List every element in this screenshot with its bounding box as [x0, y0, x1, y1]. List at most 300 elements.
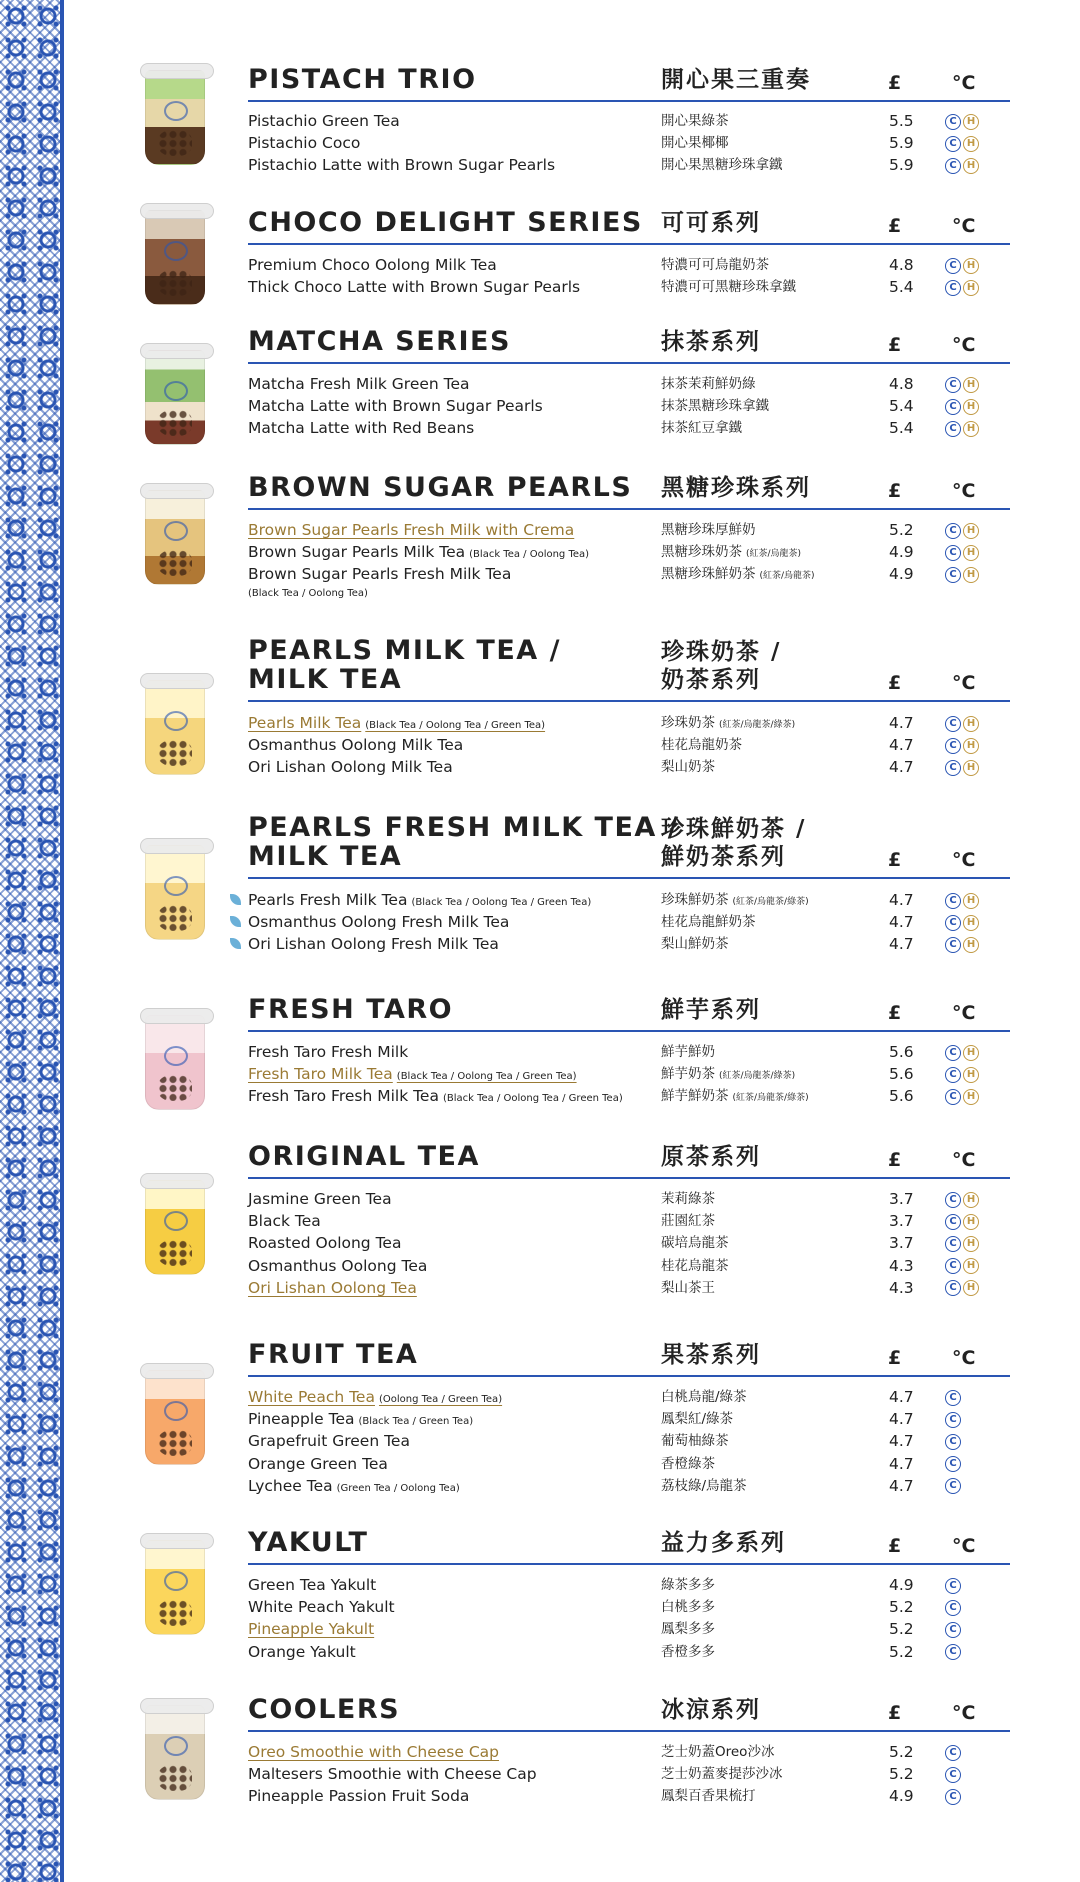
item-name-zh: [661, 541, 801, 565]
item-tea-options: (Black Tea / Oolong Tea / Green Tea): [411, 897, 592, 908]
item-name-zh: [661, 254, 769, 276]
hot-icon: H: [963, 738, 979, 754]
item-name-en: [248, 254, 497, 276]
cold-icon: C: [945, 716, 961, 732]
item-name-zh: [661, 1085, 809, 1109]
item-name-text: Pistachio Coco: [248, 134, 361, 153]
cold-icon: C: [945, 738, 961, 754]
menu-item[interactable]: [248, 911, 1010, 933]
item-name-text: Pearls Milk Tea: [248, 714, 362, 732]
item-name-en: [248, 1741, 499, 1763]
price-column-header: £: [888, 215, 902, 237]
menu-item[interactable]: [248, 1232, 1010, 1254]
item-tea-options: (Oolong Tea / Green Tea): [378, 1394, 503, 1405]
item-name-text: Matcha Latte with Brown Sugar Pearls: [248, 397, 543, 416]
item-name-text: Brown Sugar Pearls Fresh Milk with Crema: [248, 521, 575, 539]
menu-item[interactable]: [248, 1085, 1010, 1107]
item-name-zh: [661, 1255, 729, 1277]
item-name-zh-text: 珍珠鮮奶茶: [661, 892, 729, 908]
hot-icon: H: [963, 1258, 979, 1274]
section-title-en: FRESH TARO: [248, 994, 454, 1025]
menu-item[interactable]: [248, 417, 1010, 439]
cold-icon: C: [945, 760, 961, 776]
cold-icon: C: [945, 1456, 961, 1472]
section-title-en: MATCHA SERIES: [248, 326, 511, 357]
item-price: 3.7: [889, 1234, 914, 1253]
temperature-column-header: °C: [952, 1149, 976, 1171]
price-column-header: £: [888, 1535, 902, 1557]
item-name-zh-text: 珍珠奶茶: [661, 715, 715, 731]
item-name-text: Ori Lishan Oolong Tea: [248, 1278, 417, 1297]
item-name-en: [248, 373, 470, 395]
section-title-en: CHOCO DELIGHT SERIES: [248, 207, 643, 238]
item-name-text: Premium Choco Oolong Milk Tea: [248, 256, 497, 274]
item-name-zh-text: 莊園紅茶: [661, 1213, 715, 1230]
item-name-zh: [661, 1618, 715, 1640]
item-name-text: Osmanthus Oolong Milk Tea: [248, 736, 464, 755]
item-temperature-options: [945, 276, 981, 298]
item-temperature-options: [945, 1618, 963, 1640]
decorative-border: [0, 0, 64, 1882]
temperature-column-header: °C: [952, 1347, 976, 1369]
brand-logo-icon: [164, 1211, 188, 1231]
menu-item[interactable]: [248, 1277, 1010, 1299]
section-title-zh: 抹茶系列: [661, 329, 761, 355]
item-name-zh: [661, 1188, 715, 1210]
item-name-zh: [661, 1763, 783, 1785]
cold-icon: C: [945, 1767, 961, 1783]
hot-icon: H: [963, 1045, 979, 1061]
item-name-zh: [661, 110, 729, 132]
item-name-text: Orange Green Tea: [248, 1454, 388, 1473]
item-temperature-options: [945, 889, 981, 911]
item-name-en: [248, 1232, 401, 1254]
item-name-text: Green Tea Yakult: [248, 1576, 377, 1594]
brand-logo-icon: [164, 1736, 188, 1756]
cold-icon: C: [945, 1089, 961, 1105]
cold-icon: C: [945, 915, 961, 931]
item-name-zh: [661, 1574, 715, 1596]
menu-item[interactable]: [248, 1641, 1010, 1663]
item-tea-options-zh: (紅茶/烏龍茶): [746, 549, 802, 560]
price-column-header: £: [888, 1149, 902, 1171]
cold-icon: C: [945, 1214, 961, 1230]
cold-icon: C: [945, 1789, 961, 1805]
item-temperature-options: [945, 563, 981, 585]
cold-icon: C: [945, 1644, 961, 1660]
item-price: 4.9: [889, 1576, 914, 1594]
menu-item[interactable]: [248, 1475, 1010, 1497]
item-temperature-options: [945, 911, 981, 933]
menu-item-list: [248, 519, 1010, 603]
item-temperature-options: [945, 1574, 963, 1596]
brand-logo-icon: [164, 521, 188, 541]
section-header: [248, 40, 1010, 102]
item-name-en: [248, 1085, 623, 1110]
brand-logo-icon: [164, 241, 188, 261]
section-header: [248, 1670, 1010, 1732]
cold-icon: C: [945, 1045, 961, 1061]
cold-icon: C: [945, 421, 961, 437]
menu-item[interactable]: [248, 1785, 1010, 1807]
item-temperature-options: [945, 1641, 963, 1663]
hot-icon: H: [963, 136, 979, 152]
item-name-zh-text: 抹茶茉莉鮮奶綠: [661, 376, 756, 392]
item-name-zh-text: 特濃可可烏龍奶茶: [661, 257, 769, 273]
menu-item-list: [248, 1041, 1010, 1108]
item-temperature-options: [945, 519, 981, 541]
menu-item-list: [248, 712, 1010, 779]
hot-icon: H: [963, 1236, 979, 1252]
item-name-zh: [661, 734, 742, 756]
menu-item[interactable]: [248, 154, 1010, 176]
item-temperature-options: [945, 1430, 963, 1452]
item-temperature-options: [945, 1386, 963, 1408]
hot-icon: H: [963, 760, 979, 776]
item-price: 4.7: [889, 1454, 914, 1473]
leaf-icon: [230, 894, 241, 905]
item-name-text: Brown Sugar Pearls Milk Tea: [248, 543, 466, 562]
hot-icon: H: [963, 399, 979, 415]
section-header: [248, 1315, 1010, 1377]
menu-item[interactable]: [248, 734, 1010, 756]
drink-cup-image: [145, 210, 205, 305]
item-name-zh: [661, 1596, 715, 1618]
item-price: 3.7: [889, 1190, 914, 1208]
hot-icon: H: [963, 158, 979, 174]
item-price: 4.3: [889, 1278, 914, 1297]
item-name-text: Fresh Taro Fresh Milk Tea: [248, 1087, 439, 1106]
item-name-text: Thick Choco Latte with Brown Sugar Pearls: [248, 278, 581, 297]
cold-icon: C: [945, 1390, 961, 1406]
item-name-text: Black Tea: [248, 1212, 321, 1231]
item-name-en: [248, 933, 499, 955]
item-name-en: [248, 734, 463, 756]
item-name-en: [248, 911, 509, 933]
section-header: [248, 450, 1010, 510]
item-name-zh: [661, 1475, 747, 1497]
item-name-text: Fresh Taro Fresh Milk: [248, 1043, 409, 1061]
section-title-en: COOLERS: [248, 1694, 401, 1725]
menu-item[interactable]: [248, 712, 1010, 734]
item-name-en: [248, 1453, 388, 1475]
leaf-icon: [230, 938, 241, 949]
item-name-zh-text: 梨山茶王: [661, 1279, 715, 1296]
item-name-text: Lychee Tea: [248, 1476, 333, 1495]
item-temperature-options: [945, 1255, 981, 1277]
section-title-en: YAKULT: [248, 1527, 369, 1558]
price-column-header: £: [888, 334, 902, 356]
cold-icon: C: [945, 1478, 961, 1494]
cold-icon: C: [945, 1434, 961, 1450]
item-name-en: [248, 1210, 321, 1232]
item-price: 5.2: [889, 1620, 914, 1639]
cold-icon: C: [945, 136, 961, 152]
menu-item[interactable]: [248, 1453, 1010, 1475]
item-temperature-options: [945, 1453, 963, 1475]
item-tea-options-zh: (紅茶/烏龍茶): [759, 571, 815, 582]
menu-item-list: [248, 1386, 1010, 1497]
brand-logo-icon: [164, 1571, 188, 1591]
menu-item[interactable]: [248, 254, 1010, 276]
drink-cup-image: [145, 1705, 205, 1800]
item-price: 5.2: [889, 1598, 914, 1617]
cold-icon: C: [945, 1412, 961, 1428]
cold-icon: C: [945, 567, 961, 583]
item-name-zh-text: 鳳梨紅/綠茶: [661, 1411, 734, 1428]
item-name-zh: [661, 373, 756, 395]
menu-item[interactable]: [248, 373, 1010, 395]
item-name-text: White Peach Tea: [248, 1388, 375, 1406]
menu-item-list: [248, 1188, 1010, 1299]
item-name-zh: [661, 1741, 774, 1763]
menu-item[interactable]: [248, 110, 1010, 132]
hot-icon: H: [963, 716, 979, 732]
menu-item[interactable]: [248, 132, 1010, 154]
item-name-zh-text: 芝士奶蓋麥提莎沙冰: [661, 1766, 783, 1783]
item-tea-options: (Black Tea / Oolong Tea / Green Tea): [396, 1071, 577, 1083]
item-name-zh-text: 梨山鮮奶茶: [661, 936, 729, 953]
item-tea-options-zh: (紅茶/烏龍茶/綠茶): [719, 1071, 796, 1082]
menu-item[interactable]: [248, 1618, 1010, 1640]
item-price: 4.7: [889, 913, 914, 932]
item-name-zh-text: 白桃多多: [661, 1599, 715, 1616]
item-name-zh-text: 綠茶多多: [661, 1577, 715, 1593]
hot-icon: H: [963, 280, 979, 296]
item-name-text: Matcha Fresh Milk Green Tea: [248, 375, 470, 393]
item-name-zh: [661, 1386, 747, 1408]
item-name-zh-text: 特濃可可黑糖珍珠拿鐵: [661, 279, 796, 296]
cold-icon: C: [945, 258, 961, 274]
item-tea-options: (Black Tea / Oolong Tea / Green Tea): [365, 720, 546, 731]
item-name-zh-text: 白桃烏龍/綠茶: [661, 1389, 747, 1405]
item-name-zh: [661, 395, 769, 417]
item-name-en: [248, 1188, 392, 1210]
item-tea-options: (Black Tea / Green Tea): [358, 1416, 474, 1428]
item-name-en: [248, 519, 574, 541]
item-name-en: [248, 1277, 417, 1299]
hot-icon: H: [963, 915, 979, 931]
item-name-text: Pineapple Yakult: [248, 1620, 375, 1639]
item-tea-options: (Black Tea / Oolong Tea): [248, 588, 368, 600]
menu-item[interactable]: [248, 1255, 1010, 1277]
item-name-zh-text: 鮮芋鮮奶茶: [661, 1088, 729, 1105]
menu-item[interactable]: [248, 889, 1010, 911]
menu-item[interactable]: [248, 1430, 1010, 1452]
temperature-column-header: °C: [952, 72, 976, 94]
item-temperature-options: [945, 395, 981, 417]
cold-icon: C: [945, 893, 961, 909]
item-price: 4.7: [889, 714, 914, 732]
temperature-column-header: °C: [952, 334, 976, 356]
item-price: 4.7: [889, 736, 914, 755]
menu-item[interactable]: [248, 1408, 1010, 1430]
item-name-zh-text: 鮮芋奶茶: [661, 1066, 715, 1083]
section-title-zh: 可可系列: [661, 210, 761, 236]
item-name-zh-text: 黑糖珍珠鮮奶茶: [661, 566, 756, 583]
price-column-header: £: [888, 480, 902, 502]
item-temperature-options: [945, 1741, 963, 1763]
drink-cup-image: [145, 1180, 205, 1275]
item-name-zh: [661, 1232, 729, 1254]
item-price: 5.9: [889, 156, 914, 175]
section-header: [248, 1117, 1010, 1179]
menu-item[interactable]: [248, 276, 1010, 298]
menu-item[interactable]: [248, 1063, 1010, 1085]
section-title-zh: 開心果三重奏: [661, 67, 811, 93]
menu-item[interactable]: [248, 1210, 1010, 1232]
section-title-en: PEARLS FRESH MILK TEA / MILK TEA: [248, 812, 680, 872]
item-name-text: Grapefruit Green Tea: [248, 1432, 410, 1451]
section-header: [248, 610, 1010, 702]
item-price: 4.7: [889, 1432, 914, 1451]
item-temperature-options: [945, 756, 981, 778]
item-name-en: [248, 1041, 408, 1063]
item-price: 5.6: [889, 1065, 914, 1084]
item-name-zh-text: 黑糖珍珠奶茶: [661, 544, 742, 561]
item-name-en: [248, 1596, 395, 1618]
section-header: [248, 1503, 1010, 1565]
item-name-zh-text: 桂花烏龍茶: [661, 1257, 729, 1274]
item-tea-options: (Black Tea / Oolong Tea): [469, 549, 590, 561]
hot-icon: H: [963, 421, 979, 437]
section-header: [248, 185, 1010, 245]
menu-item[interactable]: [248, 1386, 1010, 1408]
price-column-header: £: [888, 1702, 902, 1724]
section-title-zh: 珍珠奶茶 / 奶茶系列: [661, 639, 782, 693]
item-name-text: Pineapple Passion Fruit Soda: [248, 1787, 470, 1806]
item-name-en: [248, 1641, 356, 1663]
section-title-en: ORIGINAL TEA: [248, 1141, 480, 1172]
item-name-en: [248, 1255, 427, 1277]
item-name-text: Ori Lishan Oolong Fresh Milk Tea: [248, 935, 499, 954]
temperature-column-header: °C: [952, 1002, 976, 1024]
menu-item[interactable]: [248, 1041, 1010, 1063]
item-name-text: Osmanthus Oolong Tea: [248, 1256, 428, 1275]
item-temperature-options: [945, 1277, 981, 1299]
item-name-zh-text: 鮮芋鮮奶: [661, 1044, 715, 1060]
item-temperature-options: [945, 541, 981, 563]
section-title-zh: 鮮芋系列: [661, 997, 761, 1023]
item-name-zh-text: 開心果綠茶: [661, 113, 729, 129]
item-temperature-options: [945, 1475, 963, 1497]
item-temperature-options: [945, 254, 981, 276]
item-name-en: [248, 1785, 469, 1807]
item-name-zh-text: 鳳梨多多: [661, 1621, 715, 1638]
menu-item[interactable]: [248, 1763, 1010, 1785]
cold-icon: C: [945, 1622, 961, 1638]
item-name-text: Brown Sugar Pearls Fresh Milk Tea: [248, 565, 512, 584]
hot-icon: H: [963, 1067, 979, 1083]
cold-icon: C: [945, 1067, 961, 1083]
item-price: 4.9: [889, 543, 914, 562]
item-name-zh: [661, 756, 715, 778]
temperature-column-header: °C: [952, 215, 976, 237]
menu-item[interactable]: [248, 541, 1010, 563]
item-temperature-options: [945, 1763, 963, 1785]
menu-item[interactable]: [248, 1574, 1010, 1596]
hot-icon: H: [963, 1089, 979, 1105]
item-price: 5.6: [889, 1087, 914, 1106]
cold-icon: C: [945, 158, 961, 174]
item-price: 5.9: [889, 134, 914, 153]
section-header: [248, 970, 1010, 1032]
section-title-zh: 益力多系列: [661, 1530, 786, 1556]
item-name-zh-text: 黑糖珍珠厚鮮奶: [661, 522, 756, 538]
temperature-column-header: °C: [952, 480, 976, 502]
item-temperature-options: [945, 712, 981, 734]
brand-logo-icon: [164, 1401, 188, 1421]
item-name-zh: [661, 911, 756, 933]
cold-icon: C: [945, 377, 961, 393]
drink-cup-image: [145, 1540, 205, 1635]
item-price: 5.6: [889, 1043, 914, 1061]
menu-item-list: [248, 110, 1010, 177]
section-header: [248, 305, 1010, 364]
menu-item[interactable]: [248, 563, 1010, 603]
menu-item[interactable]: [248, 1596, 1010, 1618]
menu-item[interactable]: [248, 1188, 1010, 1210]
price-column-header: £: [888, 72, 902, 94]
item-name-text: Oreo Smoothie with Cheese Cap: [248, 1743, 499, 1761]
drink-cup-image: [145, 490, 205, 585]
item-name-zh: [661, 889, 809, 913]
item-price: 5.5: [889, 112, 914, 130]
menu-item[interactable]: [248, 756, 1010, 778]
section-title-en: BROWN SUGAR PEARLS: [248, 472, 633, 503]
section-title-zh: 原茶系列: [661, 1144, 761, 1170]
menu-item[interactable]: [248, 933, 1010, 955]
item-price: 4.8: [889, 256, 914, 274]
section-title-en: PEARLS MILK TEA / MILK TEA: [248, 635, 561, 695]
item-temperature-options: [945, 154, 981, 176]
item-name-zh: [661, 563, 815, 587]
item-price: 4.9: [889, 565, 914, 584]
item-name-zh-text: 鳳梨百香果梳打: [661, 1788, 756, 1805]
section-title-zh: 冰涼系列: [661, 1697, 761, 1723]
item-temperature-options: [945, 1063, 981, 1085]
item-name-zh-text: 開心果黑糖珍珠拿鐵: [661, 157, 783, 174]
item-name-text: Ori Lishan Oolong Milk Tea: [248, 758, 453, 777]
menu-item[interactable]: [248, 1741, 1010, 1763]
item-name-en: [248, 417, 474, 439]
cold-icon: C: [945, 1280, 961, 1296]
cold-icon: C: [945, 1600, 961, 1616]
menu-item-list: [248, 1741, 1010, 1808]
item-name-en: [248, 276, 580, 298]
hot-icon: H: [963, 377, 979, 393]
drink-cup-image: [145, 845, 205, 940]
item-name-zh-text: 桂花烏龍奶茶: [661, 737, 742, 754]
item-temperature-options: [945, 1210, 981, 1232]
item-tea-options-zh: (紅茶/烏龍茶/綠茶): [719, 720, 796, 730]
item-temperature-options: [945, 1785, 963, 1807]
cold-icon: C: [945, 1236, 961, 1252]
brand-logo-icon: [164, 1046, 188, 1066]
section-title-en: FRUIT TEA: [248, 1339, 419, 1370]
item-temperature-options: [945, 1041, 981, 1063]
menu-item[interactable]: [248, 519, 1010, 541]
menu-item-list: [248, 373, 1010, 440]
item-name-text: Osmanthus Oolong Fresh Milk Tea: [248, 913, 510, 932]
item-name-zh: [661, 1430, 729, 1452]
item-name-zh-text: 香橙多多: [661, 1643, 715, 1660]
item-name-text: Orange Yakult: [248, 1642, 356, 1661]
hot-icon: H: [963, 523, 979, 539]
menu-item[interactable]: [248, 395, 1010, 417]
item-name-en: [248, 756, 453, 778]
item-price: 5.4: [889, 278, 914, 297]
